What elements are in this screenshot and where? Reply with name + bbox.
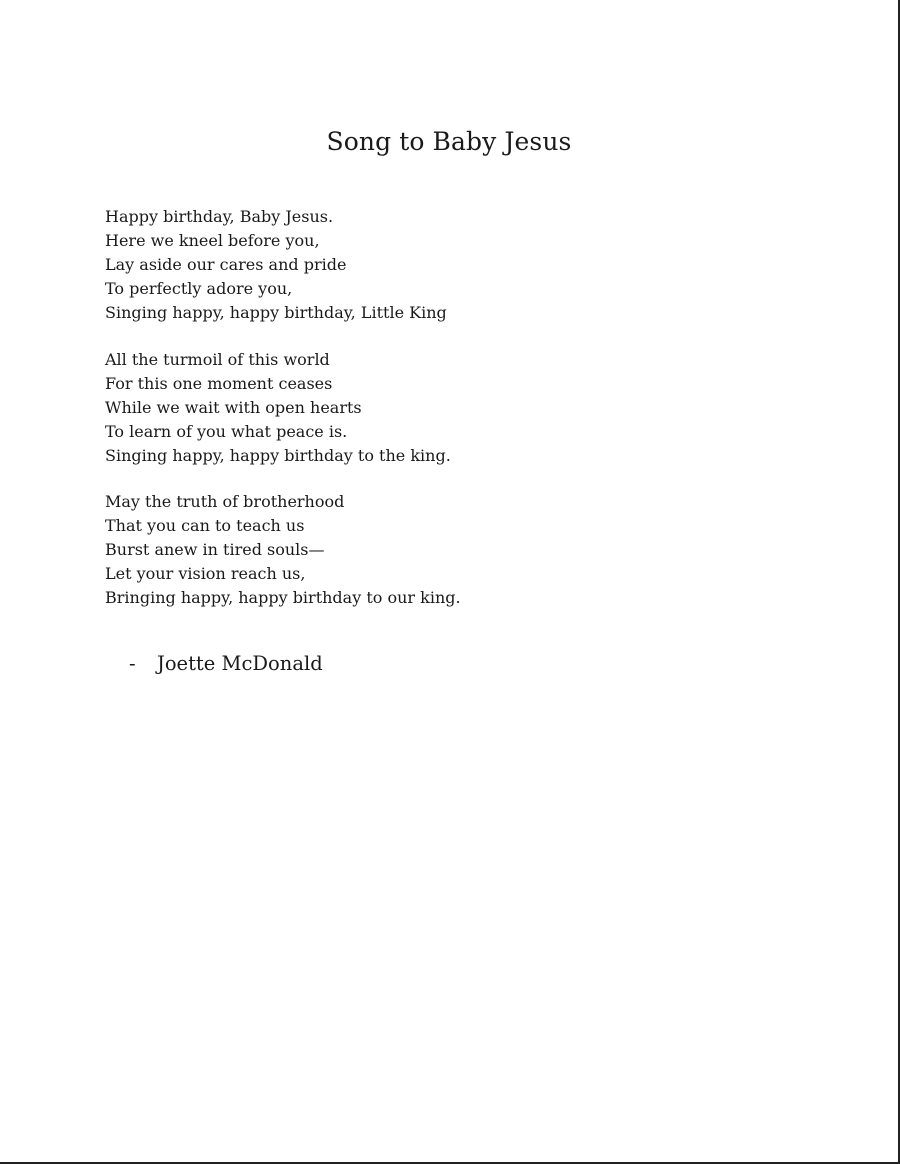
poem-line: To learn of you what peace is. (105, 422, 348, 441)
poem-line: All the turmoil of this world (105, 350, 330, 369)
author-name: Joette McDonald (157, 652, 323, 675)
page-title: Song to Baby Jesus (326, 126, 572, 156)
poem-line: Singing happy, happy birthday to the king. (105, 446, 451, 465)
poem-line: Happy birthday, Baby Jesus. (105, 207, 334, 226)
poem-line: Here we kneel before you, (105, 231, 320, 250)
poem-line: Lay aside our cares and pride (105, 255, 347, 274)
stanza-2 (105, 348, 451, 468)
poem-line: To perfectly adore you, (105, 279, 293, 298)
poem-line: For this one moment ceases (105, 374, 333, 393)
poem-line: Burst anew in tired souls— (105, 540, 325, 559)
author-signature (129, 650, 323, 678)
stanza-3 (105, 490, 461, 610)
poem-line: May the truth of brotherhood (105, 492, 345, 511)
poem-line: Singing happy, happy birthday, Little King (105, 303, 447, 322)
stanza-1 (105, 205, 447, 325)
poem-line: Let your vision reach us, (105, 564, 306, 583)
poem-line: That you can to teach us (105, 516, 305, 535)
signature-dash: - (129, 652, 136, 675)
poem-line: While we wait with open hearts (105, 398, 362, 417)
poem-line: Bringing happy, happy birthday to our king. (105, 588, 461, 607)
